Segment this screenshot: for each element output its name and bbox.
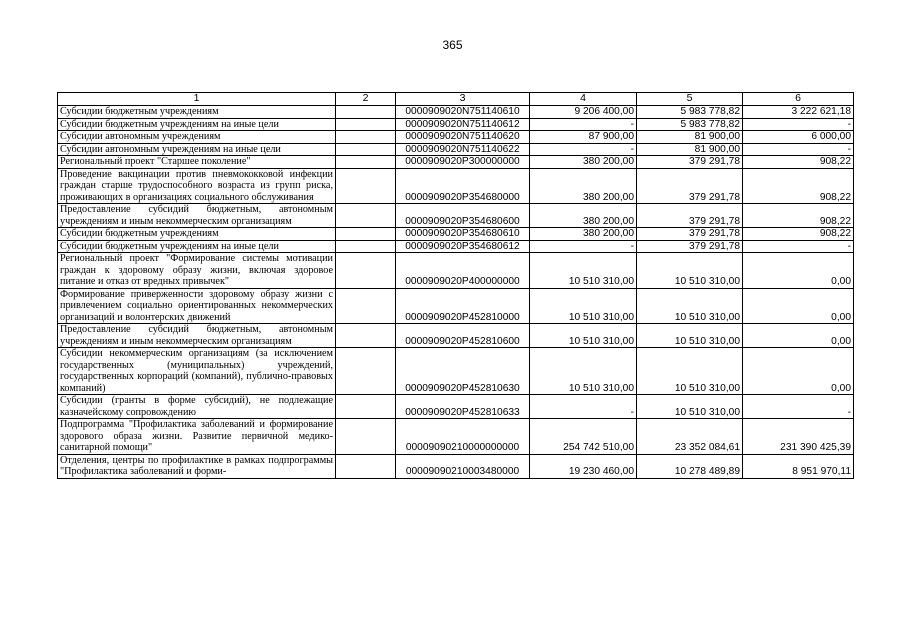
row-col2 [336,204,396,228]
column-header: 5 [637,93,743,106]
row-value-6: 6 000,00 [743,131,854,144]
row-name: Субсидии бюджетным учреждениям [58,228,336,241]
column-header: 2 [336,93,396,106]
row-value-4: - [530,240,637,253]
row-value-5: 379 291,78 [637,240,743,253]
row-code: 0000909020P300000000 [396,156,530,169]
row-value-5: 10 510 310,00 [637,395,743,419]
table-row [58,106,854,119]
row-code: 0000909020P452810600 [396,324,530,348]
row-value-5: 10 510 310,00 [637,253,743,289]
row-code: 0000909020P452810000 [396,288,530,324]
row-value-4: - [530,395,637,419]
row-value-4: 10 510 310,00 [530,253,637,289]
row-value-4: 380 200,00 [530,228,637,241]
row-value-6: 908,22 [743,228,854,241]
table-row [58,131,854,144]
table-row [58,118,854,131]
row-code: 00009090210003480000 [396,454,530,478]
table-row [58,143,854,156]
row-value-6: 908,22 [743,156,854,169]
column-header: 3 [396,93,530,106]
row-name: Подпрограмма "Профилактика заболеваний и формирование здорового образа жизни. Развитие первичной медико-санитарной помощи" [58,419,336,455]
budget-table [57,92,854,479]
row-value-6: 0,00 [743,324,854,348]
table-row [58,253,854,289]
row-name: Субсидии автономным учреждениям на иные цели [58,143,336,156]
row-value-6: 0,00 [743,348,854,395]
row-value-5: 379 291,78 [637,228,743,241]
row-code: 0000909020P452810630 [396,348,530,395]
row-value-5: 10 510 310,00 [637,324,743,348]
table-row [58,168,854,204]
row-value-5: 379 291,78 [637,156,743,169]
row-code: 0000909020P354680610 [396,228,530,241]
table-row [58,324,854,348]
row-col2 [336,168,396,204]
row-value-6: 3 222 621,18 [743,106,854,119]
table-row [58,288,854,324]
row-value-4: 380 200,00 [530,204,637,228]
table-row [58,156,854,169]
row-col2 [336,454,396,478]
row-name: Предоставление субсидий бюджетным, автономным учреждениям и иным некоммерческим организациям [58,204,336,228]
row-value-4: 10 510 310,00 [530,348,637,395]
row-col2 [336,253,396,289]
row-name: Отделения, центры по профилактике в рамках подпрограммы "Профилактика заболеваний и форми- [58,454,336,478]
row-col2 [336,106,396,119]
row-code: 0000909020N751140610 [396,106,530,119]
row-code: 0000909020P354680600 [396,204,530,228]
row-value-5: 379 291,78 [637,168,743,204]
table-header-row [58,93,854,106]
table-row [58,228,854,241]
column-header: 4 [530,93,637,106]
row-value-4: 87 900,00 [530,131,637,144]
table-row [58,240,854,253]
row-value-4: - [530,143,637,156]
row-value-5: 10 510 310,00 [637,288,743,324]
column-header: 6 [743,93,854,106]
row-col2 [336,240,396,253]
row-value-4: 10 510 310,00 [530,288,637,324]
page-number: 365 [442,38,463,52]
row-name: Субсидии автономным учреждениям [58,131,336,144]
table-row [58,348,854,395]
row-name: Субсидии некоммерческим организациям (за исключением государственных (муниципальных) учреждений, государственных корпораций (компаний), публично-правовых компаний) [58,348,336,395]
row-code: 0000909020P452810633 [396,395,530,419]
row-value-5: 5 983 778,82 [637,118,743,131]
row-col2 [336,118,396,131]
row-value-6: - [743,143,854,156]
column-header: 1 [58,93,336,106]
row-value-4: - [530,118,637,131]
row-col2 [336,288,396,324]
row-code: 00009090210000000000 [396,419,530,455]
row-value-5: 81 900,00 [637,131,743,144]
row-value-6: 0,00 [743,253,854,289]
row-value-5: 10 278 489,89 [637,454,743,478]
row-code: 0000909020P354680000 [396,168,530,204]
row-name: Предоставление субсидий бюджетным, автономным учреждениям и иным некоммерческим организациям [58,324,336,348]
row-value-4: 254 742 510,00 [530,419,637,455]
table-row [58,454,854,478]
table-row [58,419,854,455]
row-value-5: 379 291,78 [637,204,743,228]
row-col2 [336,419,396,455]
row-code: 0000909020P400000000 [396,253,530,289]
row-value-4: 9 206 400,00 [530,106,637,119]
row-code: 0000909020P354680612 [396,240,530,253]
row-col2 [336,143,396,156]
row-name: Региональный проект "Старшее поколение" [58,156,336,169]
row-code: 0000909020N751140612 [396,118,530,131]
row-value-4: 10 510 310,00 [530,324,637,348]
row-value-4: 380 200,00 [530,156,637,169]
row-code: 0000909020N751140622 [396,143,530,156]
row-name: Субсидии бюджетным учреждениям [58,106,336,119]
row-name: Субсидии бюджетным учреждениям на иные цели [58,118,336,131]
row-value-5: 23 352 084,61 [637,419,743,455]
row-name: Формирование приверженности здоровому образу жизни с привлечением социально ориентированных некоммерческих организаций и волонтерских движений [58,288,336,324]
row-col2 [336,348,396,395]
row-value-5: 81 900,00 [637,143,743,156]
row-col2 [336,156,396,169]
row-value-6: 231 390 425,39 [743,419,854,455]
table-row [58,395,854,419]
row-value-6: 8 951 970,11 [743,454,854,478]
row-value-6: - [743,118,854,131]
row-col2 [336,131,396,144]
row-code: 0000909020N751140620 [396,131,530,144]
table-row [58,204,854,228]
row-col2 [336,228,396,241]
row-col2 [336,324,396,348]
row-value-4: 19 230 460,00 [530,454,637,478]
row-value-4: 380 200,00 [530,168,637,204]
row-name: Субсидии (гранты в форме субсидий), не подлежащие казначейскому сопровождению [58,395,336,419]
row-name: Субсидии бюджетным учреждениям на иные цели [58,240,336,253]
row-name: Региональный проект "Формирование системы мотивации граждан к здоровому образу жизни, включая здоровое питание и отказ от вредных привычек" [58,253,336,289]
row-name: Проведение вакцинации против пневмококковой инфекции граждан старше трудоспособного возраста из групп риска, проживающих в организациях социального обслуживания [58,168,336,204]
row-value-5: 10 510 310,00 [637,348,743,395]
row-value-6: 908,22 [743,168,854,204]
row-value-6: - [743,240,854,253]
row-value-6: 0,00 [743,288,854,324]
row-value-6: 908,22 [743,204,854,228]
row-value-5: 5 983 778,82 [637,106,743,119]
row-col2 [336,395,396,419]
row-value-6: - [743,395,854,419]
